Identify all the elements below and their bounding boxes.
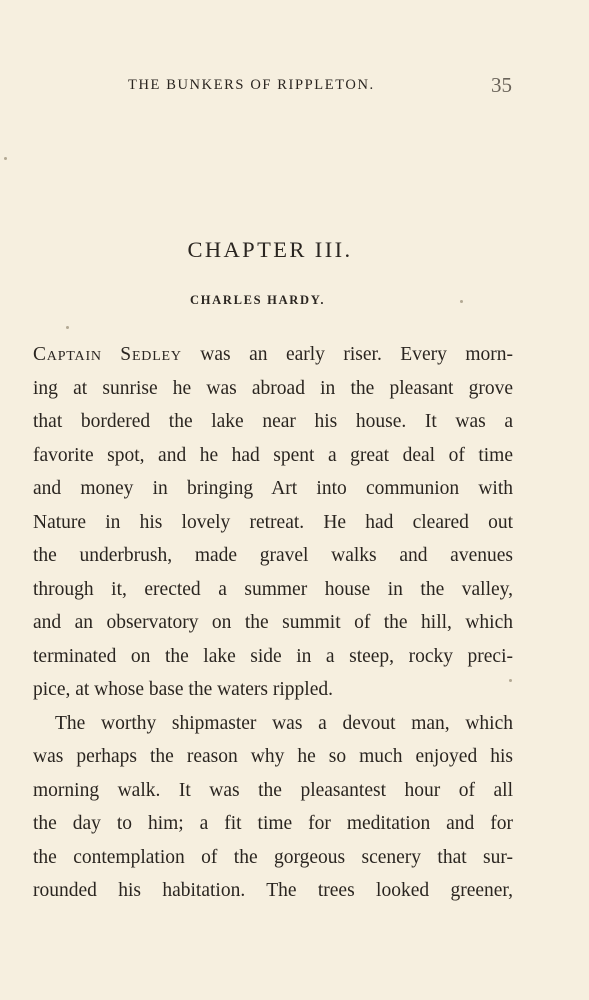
text-line: and money in bringing Art into communion with: [33, 478, 513, 499]
text-line: that bordered the lake near his house. It was a: [33, 411, 513, 432]
opening-line-rest: was an early riser. Every morn-: [181, 344, 513, 365]
text-line: the underbrush, made gravel walks and avenues: [33, 545, 513, 566]
text-line: rounded his habitation. The trees looked greener,: [33, 880, 513, 901]
text-line: through it, erected a summer house in the valley,: [33, 578, 513, 600]
opening-name: Sedley: [120, 344, 182, 365]
running-head: [0, 73, 589, 99]
text-line: favorite spot, and he had spent a great deal of time: [33, 444, 513, 466]
paper-speck: [66, 326, 69, 329]
text-line: Nature in his lovely retreat. He had cleared out: [33, 511, 513, 533]
text-line: the day to him; a fit time for meditation and for: [33, 813, 513, 834]
paper-speck: [460, 300, 463, 303]
paper-speck: [4, 157, 7, 160]
text-line: terminated on the lake side in a steep, rocky preci-: [33, 645, 513, 667]
body-text: [33, 338, 513, 908]
chapter-subtitle: CHARLES HARDY.: [190, 293, 326, 307]
text-line: [33, 338, 513, 372]
opening-word: Captain: [33, 344, 102, 365]
running-title: THE BUNKERS OF RIPPLETON.: [128, 77, 375, 93]
paper-speck: [509, 679, 512, 682]
text-line: ing at sunrise he was abroad in the pleasant grove: [33, 377, 513, 399]
text-line: and an observatory on the summit of the hill, which: [33, 612, 513, 633]
text-line: morning walk. It was the pleasantest hour of all: [33, 779, 513, 801]
chapter-heading: CHAPTER III.: [187, 237, 353, 262]
text-line: pice, at whose base the waters rippled.: [33, 679, 333, 700]
text-line: The worthy shipmaster was a devout man, which: [55, 712, 513, 734]
text-line: the contemplation of the gorgeous scenery that sur-: [33, 846, 513, 868]
page-number: 35: [491, 73, 512, 97]
text-line: was perhaps the reason why he so much enjoyed his: [33, 746, 513, 767]
